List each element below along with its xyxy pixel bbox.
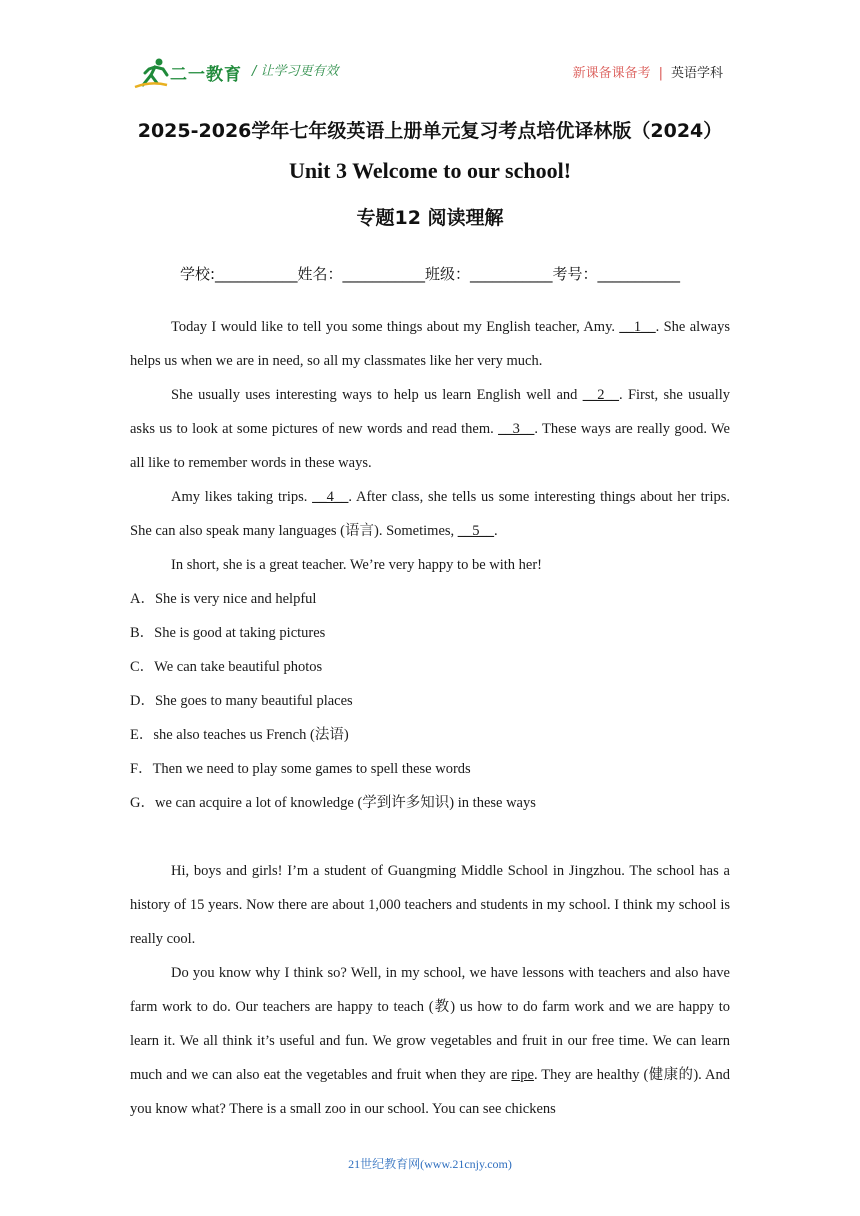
text-run: . They are healthy (健康的). And you know what? There is a small zoo in our school. You can see chickens [130, 1067, 730, 1117]
text-run: She usually uses interesting ways to help us learn English well and [171, 387, 583, 403]
topic-title: 专题12 阅读理解 [356, 207, 504, 229]
answer-blank: __3__ [498, 421, 535, 437]
section-spacer [130, 820, 730, 854]
answer-blank: __2__ [582, 387, 619, 403]
passage1-paragraph [130, 378, 730, 480]
passage2-paragraph [130, 956, 730, 1126]
page-header [0, 0, 860, 100]
text-run: . These ways are really good. We all like to remember words in these ways. [130, 421, 730, 471]
document-body [130, 310, 730, 1126]
option-item: F．Then we need to play some games to spell these words [130, 761, 471, 777]
option-item: D．She goes to many beautiful places [130, 693, 353, 709]
passage2-paragraph: Hi, boys and girls! I’m a student of Guangming Middle School in Jingzhou. The school has a history of 15 years. Now there are about 1,000 teachers and students in my school. I think my school is really cool. [130, 863, 730, 947]
header-subject: 英语学科 [670, 66, 723, 81]
header-separator: | [658, 66, 663, 81]
option-item: B．She is good at taking pictures [130, 625, 326, 641]
passage1-paragraph [130, 310, 730, 378]
header-right [573, 62, 723, 81]
header-slogan: / 让学习更有效 [252, 64, 339, 79]
document-title: 2025-2026学年七年级英语上册单元复习考点培优译林版（2024） [137, 120, 723, 142]
page-footer: 21世纪教育网(www.21cnjy.com) [348, 1157, 512, 1171]
passage1-paragraph [130, 480, 730, 548]
answer-blank: __4__ [312, 489, 349, 505]
header-course-label: 新课备课备考 [572, 66, 651, 81]
text-run: Amy likes taking trips. [171, 489, 313, 505]
student-info-line: 学校:___________姓名：___________班级：___________考号：___________ [179, 265, 681, 283]
answer-blank: __5__ [457, 523, 495, 539]
unit-title: Unit 3 Welcome to our school! [288, 158, 572, 183]
underlined-word: ripe [511, 1067, 534, 1083]
text-run: . First, she usually asks us to look at some pictures of new words and read them. [130, 387, 731, 437]
passage1-paragraph: In short, she is a great teacher. We’re very happy to be with her! [171, 557, 542, 573]
text-run: Today I would like to tell you some things about my English teacher, Amy. [171, 319, 620, 335]
option-item: G．we can acquire a lot of knowledge (学到许多知识) in these ways [130, 795, 536, 811]
option-item: C．We can take beautiful photos [130, 659, 323, 675]
text-run: . After class, she tells us some interesting things about her trips. She can also speak many languages (语言). Sometimes, [130, 489, 730, 539]
text-run: . [494, 523, 498, 539]
option-item: A．She is very nice and helpful [130, 591, 317, 607]
text-run: Do you know why I think so? Well, in my school, we have lessons with teachers and also have farm work to do. Our teachers are happy to teach (教) us how to do farm work and we are happy to learn it. We all think it’s useful and fun. We grow vegetables and fruit in our free time. We can learn much and we can also eat the vegetables and fruit when they are [130, 965, 730, 1083]
answer-blank: __1__ [619, 319, 656, 335]
logo-text: 二一教育 [170, 65, 242, 85]
text-run: . She always helps us when we are in need, so all my classmates like her very much. [130, 319, 730, 369]
option-item: E．she also teaches us French (法语) [130, 727, 349, 743]
